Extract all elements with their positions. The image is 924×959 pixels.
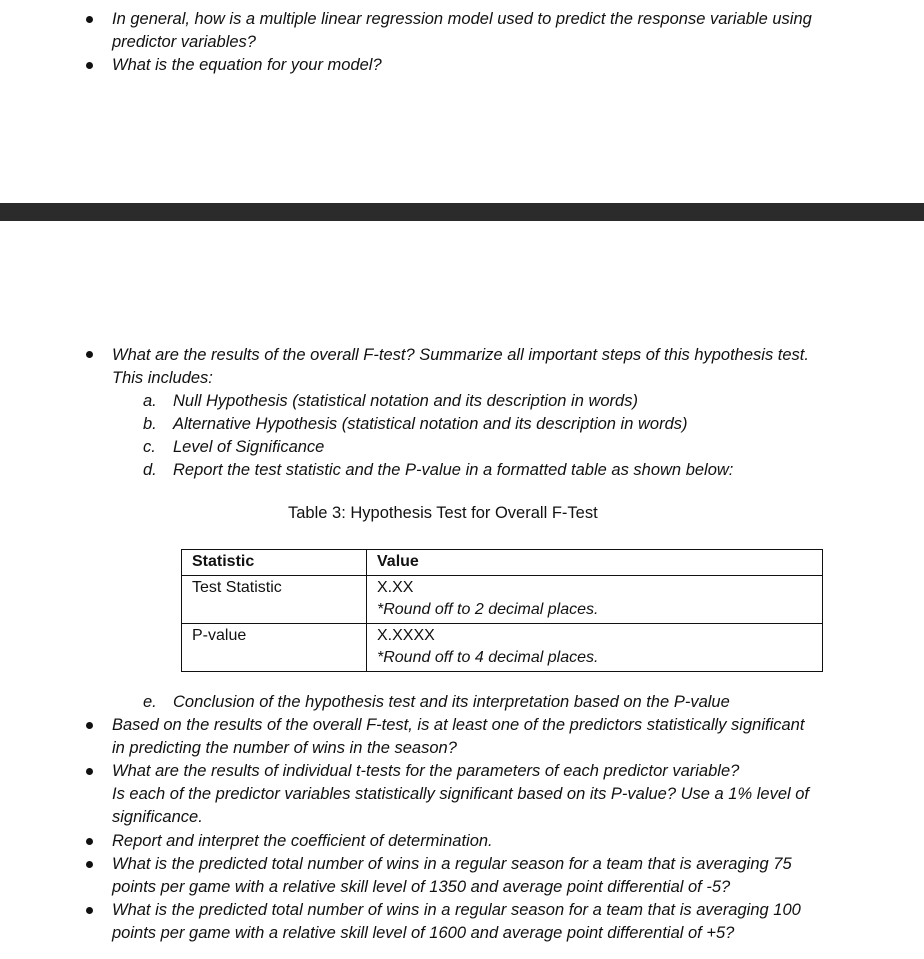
question-text: What are the results of individual t-tests for the parameters of each predictor variable?: [112, 762, 740, 780]
table-cell-value: [367, 576, 823, 624]
list-marker: a.: [143, 392, 157, 410]
table-header-cell: Statistic: [182, 550, 367, 576]
bullet-dot: [86, 351, 93, 358]
rounding-note: *Round off to 2 decimal places.: [377, 601, 599, 618]
section-divider: [0, 203, 924, 221]
hypothesis-test-table: [181, 549, 823, 672]
value-placeholder: X.XX: [377, 579, 414, 596]
ftest-question: This includes:: [112, 369, 213, 387]
list-marker: c.: [143, 438, 156, 456]
question-text: in predicting the number of wins in the season?: [112, 739, 457, 757]
question-text: Based on the results of the overall F-test, is at least one of the predictors statistically significant: [112, 716, 805, 734]
table-caption: Table 3: Hypothesis Test for Overall F-Test: [288, 504, 598, 522]
table-cell-label: Test Statistic: [182, 576, 367, 624]
question-text: points per game with a relative skill level of 1350 and average point differential of -5?: [112, 878, 731, 896]
question-text: In general, how is a multiple linear regression model used to predict the response variable using: [112, 10, 812, 28]
question-text: predictor variables?: [112, 33, 256, 51]
bullet-dot: [86, 838, 93, 845]
list-marker: b.: [143, 415, 157, 433]
bullet-dot: [86, 62, 93, 69]
list-item: Conclusion of the hypothesis test and its interpretation based on the P-value: [173, 693, 730, 711]
bullet-dot: [86, 861, 93, 868]
bullet-dot: [86, 16, 93, 23]
list-item: Null Hypothesis (statistical notation and its description in words): [173, 392, 638, 410]
question-text: Is each of the predictor variables statistically significant based on its P-value? Use a 1% level of: [112, 785, 810, 803]
table-cell-label: P-value: [182, 624, 367, 672]
question-text: What is the equation for your model?: [112, 56, 382, 74]
table-header-cell: Value: [367, 550, 823, 576]
ftest-question: What are the results of the overall F-test? Summarize all important steps of this hypothesis test.: [112, 346, 809, 364]
list-marker: e.: [143, 693, 157, 711]
table-row: [182, 624, 823, 672]
list-item: Level of Significance: [173, 438, 325, 456]
bullet-dot: [86, 722, 93, 729]
table-row: [182, 576, 823, 624]
bullet-dot: [86, 907, 93, 914]
table-header-row: [182, 550, 823, 576]
question-text: significance.: [112, 808, 203, 826]
question-text: Report and interpret the coefficient of determination.: [112, 832, 493, 850]
question-text: points per game with a relative skill level of 1600 and average point differential of +5?: [112, 924, 735, 942]
bullet-dot: [86, 768, 93, 775]
question-text: What is the predicted total number of wins in a regular season for a team that is averaging 100: [112, 901, 801, 919]
list-marker: d.: [143, 461, 157, 479]
value-placeholder: X.XXXX: [377, 627, 435, 644]
question-text: What is the predicted total number of wins in a regular season for a team that is averaging 75: [112, 855, 792, 873]
list-item: Report the test statistic and the P-value in a formatted table as shown below:: [173, 461, 734, 479]
list-item: Alternative Hypothesis (statistical notation and its description in words): [173, 415, 688, 433]
table-cell-value: [367, 624, 823, 672]
rounding-note: *Round off to 4 decimal places.: [377, 649, 599, 666]
